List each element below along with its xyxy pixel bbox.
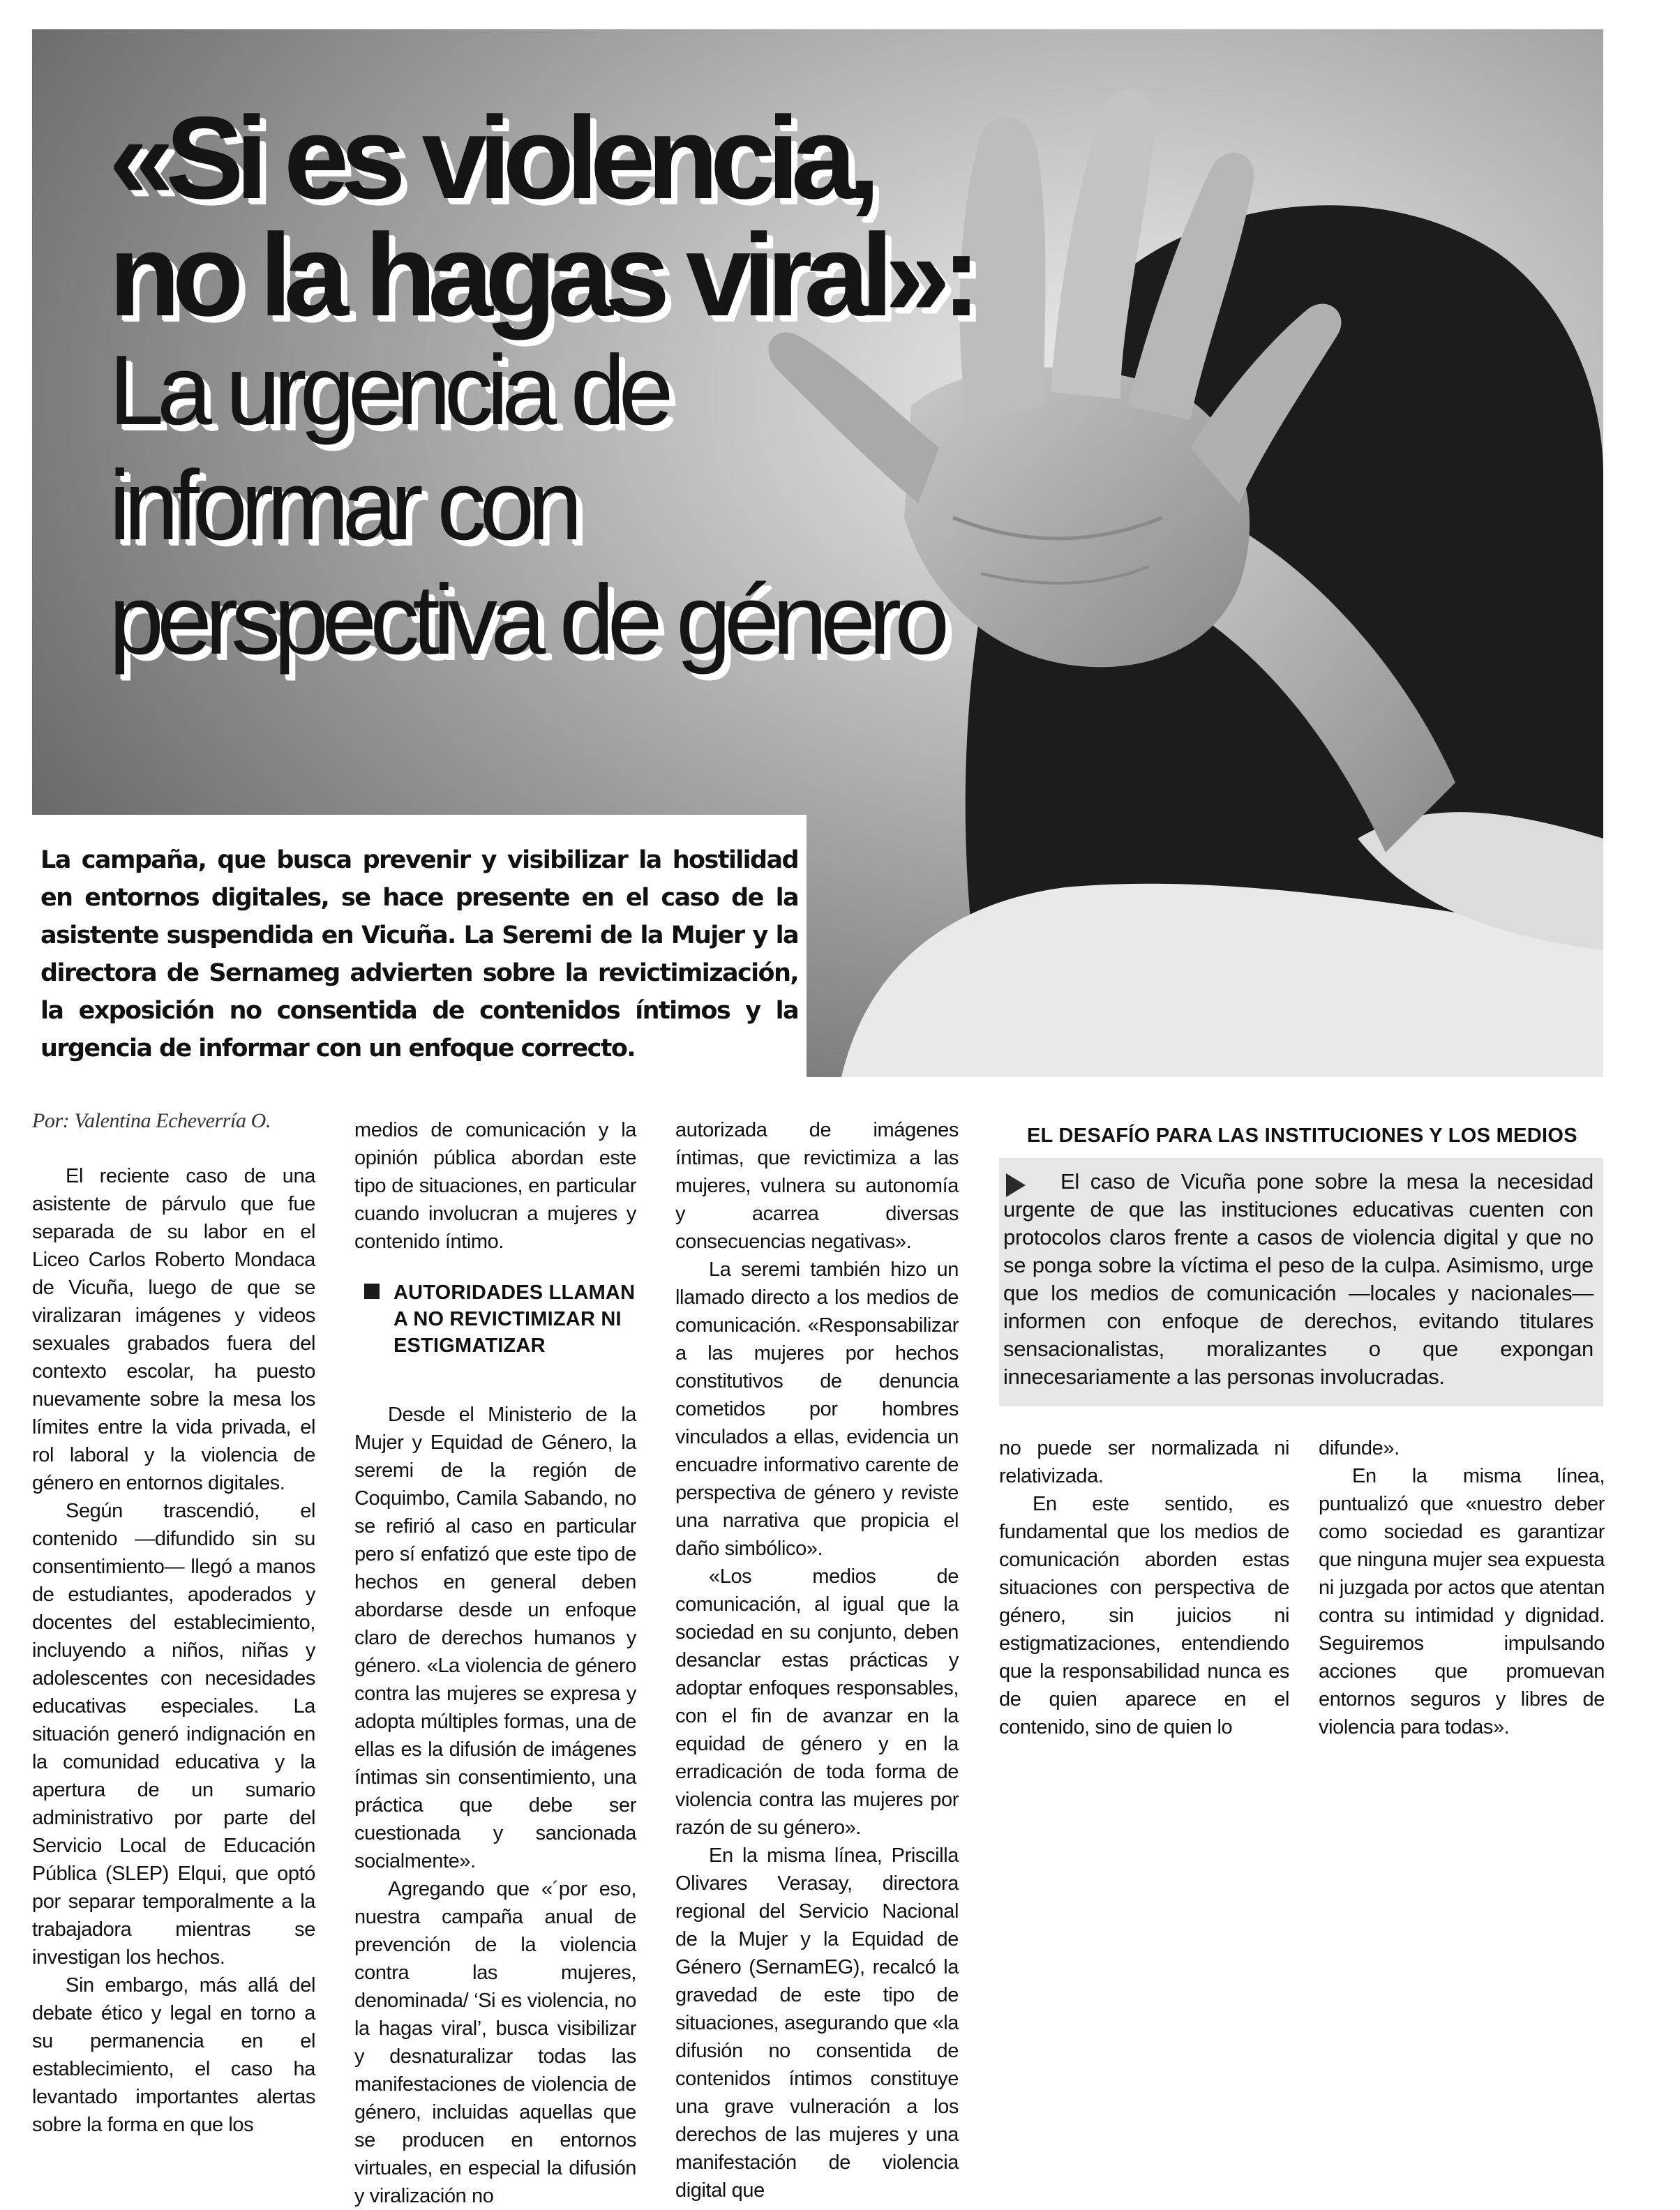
paragraph: no puede ser normalizada ni relativizada.: [999, 1437, 1289, 1487]
headline: [109, 92, 973, 678]
paragraph: Agregando que «´por eso, nuestra campaña anual de prevención de la violencia contra las mujeres, denominada/ ‘Si es violencia, no la hagas viral’, busca visibilizar y desnaturalizar todas las manifestaciones de violencia de género, incluidas aquellas que se producen en entornos virtuales, en especial la difusión y viralización no: [354, 1878, 636, 2207]
sidebar-box-text: El caso de Vicuña pone sobre la mesa la necesidad urgente de que las instituciones educativas cuenten con protocolos claros frente a casos de violencia digital y que no se ponga sobre la víctima el peso de la culpa. Asimismo, urge que los medios de comunicación —locales y nacionales— informen con enfoque de derechos, evitando titulares sensacionalistas, moralizantes o que expongan innecesariamente a las personas involucradas.: [1003, 1169, 1593, 1389]
square-bullet-icon: [364, 1284, 380, 1299]
paragraph: «Los medios de comunicación, al igual que la sociedad en su conjunto, deben desanclar estas prácticas y adoptar enfoques responsables, con el fin de avanzar en la equidad de género y en la erradicación de toda forma de violencia contra las mujeres por razón de su género».: [675, 1565, 959, 1839]
paragraph: En la misma línea, Priscilla Olivares Verasay, directora regional del Servicio Nacional de la Mujer y la Equidad de Género (SernamEG), recalcó la gravedad de este tipo de situaciones, asegurando que «la difusión no consentida de contenidos íntimos constituye una grave vulneración a los derechos de las mujeres y una manifestación de violencia digital que: [675, 1844, 959, 2202]
headline-line-1: «Si es violencia,: [109, 92, 873, 223]
paragraph: En la misma línea, puntualizó que «nuestro deber como sociedad es garantizar que ninguna mujer sea expuesta ni juzgada por actos que atentan contra su intimidad y dignidad. Seguiremos impulsando acciones que promuevan entornos seguros y libres de violencia para todas».: [1319, 1465, 1605, 1738]
article-column-5: [1319, 1434, 1605, 1741]
paragraph: Sin embargo, más allá del debate ético y legal en torno a su permanencia en el establecimiento, el caso ha levantado importantes alertas sobre la forma en que los: [32, 1974, 315, 2136]
article-column-2: [354, 1116, 636, 2210]
subhead-text: AUTORIDADES LLAMAN A NO REVICTIMIZAR NI ESTIGMATIZAR: [393, 1281, 636, 1357]
headline-subline-3: perspectiva de género: [109, 564, 943, 676]
lead-paragraph: La campaña, que busca prevenir y visibilizar la hostilidad en entornos digitales, se hace presente en el caso de la asistente suspendida en Vicuña. La Seremi de la Mujer y la directora de Sernameg advierten sobre la revictimización, la exposición no consentida de contenidos íntimos y la urgencia de informar con un enfoque correcto.: [40, 846, 798, 1062]
paragraph: El reciente caso de una asistente de párvulo que fue separada de su labor en el Liceo Carlos Roberto Mondaca de Vicuña, luego de que se viralizaran imágenes y videos sexuales grabados fuera del contexto escolar, ha puesto nuevamente sobre la mesa los límites entre la vida privada, el rol laboral y la violencia de género en entornos digitales.: [32, 1165, 315, 1494]
sidebar-box: [999, 1158, 1603, 1406]
sidebar-box-title: EL DESAFÍO PARA LAS INSTITUCIONES Y LOS MEDIOS: [1027, 1125, 1577, 1147]
article-column-1: [32, 1109, 315, 2139]
paragraph: Según trascendió, el contenido —difundido sin su consentimiento— llegó a manos de estudiantes, apoderados y docentes del establecimiento, incluyendo a niños, niñas y adolescentes con necesidades educativas especiales. La situación generó indignación en la comunidad educativa y la apertura de un sumario administrativo por parte del Servicio Local de Educación Pública (SLEP) Elqui, que optó por separar temporalmente a la trabajadora mientras se investigan los hechos.: [32, 1500, 315, 1969]
paragraph: autorizada de imágenes íntimas, que revictimiza a las mujeres, vulnera su autonomía y acarrea diversas consecuencias negativas».: [675, 1119, 959, 1253]
article-column-4: [999, 1434, 1289, 1741]
paragraph: Desde el Ministerio de la Mujer y Equidad de Género, la seremi de la región de Coquimbo, Camila Sabando, no se refirió al caso en particular pero sí enfatizó que este tipo de hechos en general deben abordarse desde un enfoque claro de derechos humanos y género. «La violencia de género contra las mujeres se expresa y adopta múltiples formas, una de ellas es la difusión de imágenes íntimas sin consentimiento, una práctica que debe ser cuestionada y sancionada socialmente».: [354, 1404, 636, 1872]
byline: Por: Valentina Echeverría O.: [32, 1109, 271, 1132]
section-subhead: [354, 1279, 636, 1359]
headline-line-2: no la hagas viral»:: [109, 209, 973, 340]
paragraph: En este sentido, es fundamental que los medios de comunicación aborden estas situaciones con perspectiva de género, sin juicios ni estigmatizaciones, entendiendo que la responsabilidad nunca es de quien aparece en el contenido, sino de quien lo: [999, 1493, 1289, 1738]
headline-subline-2: informar con: [109, 449, 576, 561]
article-column-3: [675, 1116, 959, 2204]
paragraph: medios de comunicación y la opinión pública abordan este tipo de situaciones, en particular cuando involucran a mujeres y contenido íntimo.: [354, 1119, 636, 1253]
headline-subline-1: La urgencia de: [109, 335, 667, 446]
paragraph: La seremi también hizo un llamado directo a los medios de comunicación. «Responsabilizar a las mujeres por hechos constitutivos de denuncia cometidos por hombres vinculados a ellas, evidencia un encuadre informativo carente de perspectiva de género y reviste una narrativa que propicia el daño simbólico».: [675, 1258, 959, 1560]
paragraph: difunde».: [1319, 1437, 1400, 1459]
lead-box: [32, 815, 807, 1077]
